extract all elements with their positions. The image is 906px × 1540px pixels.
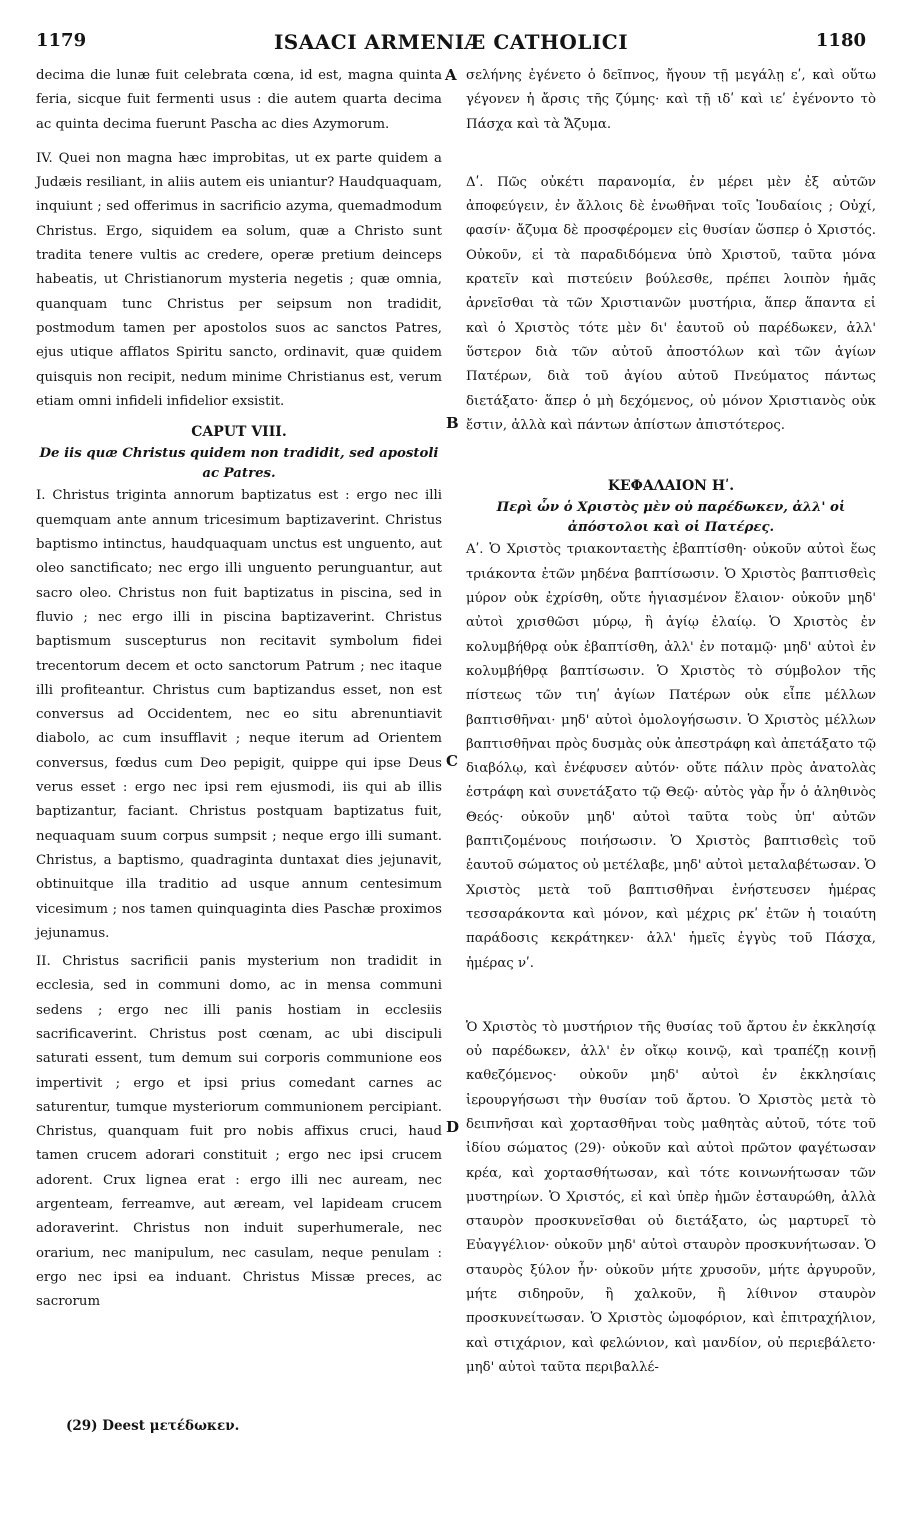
latin-paragraph: decima die lunæ fuit celebrata cœna, id est, magna quinta feria, sicque fuit fermenti usus : die autem quarta decima ac quinta decima fuerunt Pascha ac dies Azymorum. [36, 68, 442, 132]
latin-paragraph: I. Christus triginta annorum baptizatus est : ergo nec illi quemquam ante annum tricesimum baptizaverint. Christus baptismo intinctus, haudquaquam unctus est unguento, aut oleo sanctificato; nec ergo illi unguento perunguantur, aut sacro oleo. Christus non fuit baptizatus in piscina, sed in fluvio ; nec ergo illi in piscina baptizaverint. Christus baptismum suscepturus non recitavit symbolum fidei trecentorum decem et octo sanctorum Patrum ; nec itaque illi profiteantur. Christus cum baptizandus esset, non est conversus ad Occidentem, nec eo situ abrenuntiavit diabolo, ac cum insufflavit ; neque iterum ad Orientem conversus, fœdus cum Deo pepigit, quippe qui ipse Deus verus esset : ergo nec ipsi rem ejusmodi, iis qui ab illis baptizantur, faciant. Christus postquam baptizatus fuit, nequaquam suum corpus sumpsit ; neque ergo illi sumant. Christus, a baptismo, quadraginta duntaxat dies jejunavit, obtinuitque illa traditio ad usque annum centesimum vicesimum ; nos tamen quinquaginta dies Paschæ proximos jejunamus. [36, 488, 442, 941]
greek-column [466, 64, 876, 1380]
running-title: ISAACI ARMENIÆ CATHOLICI [273, 30, 629, 54]
footnote: (29) Deest μετέδωκεν. [66, 1418, 240, 1434]
page-number-right: 1180 [815, 30, 866, 51]
margin-letter-b: B [446, 414, 459, 432]
greek-paragraph: σελήνης ἐγένετο ὁ δεῖπνος, ἤγουν τῇ μεγάλῃ εʹ, καὶ οὕτω γέγονεν ἡ ἄρσις τῆς ζύμης· καὶ τῇ ιδʹ καὶ ιεʹ ἐγένοντο τὸ Πάσχα καὶ τὰ Ἄζυμα. [466, 68, 876, 132]
greek-chapter-subtitle: Περὶ ὧν ὁ Χριστὸς μὲν οὐ παρέδωκεν, ἀλλ' οἱ ἀπόστολοι καὶ οἱ Πατέρες. [496, 500, 846, 536]
latin-paragraph: II. Christus sacrificii panis mysterium non tradidit in ecclesia, sed in communi domo, ac in mensa communi sedens ; ergo nec illi panis hostiam in ecclesiis sacrificaverint. Christus post cœnam, ac ubi discipuli saturati essent, tum demum sui corporis communione eos impertivit ; ergo et ipsi prius comedant carnes ac saturentur, tumque mysteriorum communionem percipiant. Christus, quanquam fuit pro nobis affixus cruci, haud tamen crucem adorari constituit ; ergo nec ipsi crucem adorent. Crux lignea erat : ergo illi nec auream, nec argenteam, ferreamve, aut æream, vel lapideam crucem adoraverint. Christus non induit superhumerale, nec orarium, nec manipulum, nec casulam, neque penulam : ergo nec ipsi ea induant. Christus Missæ preces, ac sacrorum [36, 954, 442, 1310]
margin-letter-a: A [445, 66, 457, 84]
page-header [36, 30, 866, 56]
greek-paragraph: Δʹ. Πῶς οὐκέτι παρανομία, ἐν μέρει μὲν ἐξ αὐτῶν ἀποφεύγειν, ἐν ἄλλοις δὲ ἑνωθῆναι τοῖς Ἰουδαίοις ; Οὐχί, φασίν· ἄζυμα δὲ προσφέρομεν εἰς θυσίαν ὥσπερ ὁ Χριστός. Οὐκοῦν, εἰ τὰ παραδιδόμενα ὑπὸ Χριστοῦ, ταῦτα μόνα κρατεῖν καὶ πιστεύειν βούλεσθε, πρέπει λοιπὸν ἡμᾶς ἀρνεῖσθαι τὰ τῶν Χριστιανῶν μυστήρια, ἅπερ ἅπαντα εἰ καὶ ὁ Χριστὸς τότε μὲν δι' ἑαυτοῦ οὐ παρέδωκεν, ἀλλ' ὕστερον διὰ τῶν αὐτοῦ ἀποστόλων καὶ τῶν ἁγίων Πατέρων, διὰ τοῦ ἁγίου αὐτοῦ Πνεύματος πάντως διετάξατο· ἅπερ ὁ μὴ δεχόμενος, οὐ μόνον Χριστιανὸς οὐκ ἔστιν, ἀλλὰ καὶ πάντων ἀπίστων ἀπιστότερος. [466, 174, 876, 433]
latin-paragraph: IV. Quei non magna hæc improbitas, ut ex parte quidem a Judæis resiliant, in aliis autem eis uniantur? Haudquaquam, inquiunt ; sed offerimus in sacrificio azyma, quemadmodum Christus. Ergo, siquidem ea solum, quæ a Christo sunt tradita tenere vultis ac credere, operæ pretium deinceps habeatis, ut Christianorum mysteria negetis ; quæ omnia, quanquam tunc Christus per seipsum non tradidit, postmodum tamen per apostolos suos ac sanctos Patres, ejus utique afflatos Spiritu sancto, ordinavit, quæ quidem quisquis non recipit, nedum minime Christianus est, verum etiam omni infideli infidelior exsistit. [36, 150, 442, 409]
latin-column [36, 64, 442, 1315]
margin-letter-d: D [446, 1118, 460, 1136]
greek-paragraph: Ὁ Χριστὸς τὸ μυστήριον τῆς θυσίας τοῦ ἄρτου ἐν ἐκκλησίᾳ οὐ παρέδωκεν, ἀλλ' ἐν οἴκῳ κοινῷ, καὶ τραπέζῃ κοινῇ καθεζόμενος· οὐκοῦν μηδ' αὐτοὶ ἐν ἐκκλησίαις ἱερουργήσωσι τὴν θυσίαν τοῦ ἄρτου. Ὁ Χριστὸς μετὰ τὸ δειπνῆσαι καὶ χορτασθῆναι τοὺς μαθητὰς αὐτοῦ, τότε τοῦ ἰδίου σώματος (29)· οὐκοῦν καὶ αὐτοὶ πρῶτον φαγέτωσαν κρέα, καὶ χορτασθήτωσαν, καὶ τότε κοινωνήτωσαν τῶν μυστηρίων. Ὁ Χριστός, εἰ καὶ ὑπὲρ ἡμῶν ἐσταυρώθη, ἀλλὰ σταυρὸν προσκυνεῖσθαι οὐ διετάξατο, ὡς μαρτυρεῖ τὸ Εὐαγγέλιον· οὐκοῦν μηδ' αὐτοὶ σταυρὸν προσκυνήτωσαν. Ὁ σταυρὸς ξύλον ἦν· οὐκοῦν μήτε χρυσοῦν, μήτε ἀργυροῦν, μήτε σιδηροῦν, ἢ χαλκοῦν, ἢ λίθινον σταυρὸν προσκυνείτωσαν. Ὁ Χριστὸς ὠμοφόριον, καὶ ἐπιτραχήλιον, καὶ στιχάριον, καὶ φελώνιον, καὶ μανδίον, οὐ περιεβάλετο· μηδ' αὐτοὶ ταῦτα περιβαλλέ- [466, 1019, 876, 1375]
margin-letter-c: C [446, 752, 458, 770]
latin-chapter-subtitle: De iis quæ Christus quidem non tradidit, sed apostoli ac Patres. [39, 446, 439, 482]
latin-chapter-title: CAPUT VIII. [191, 424, 287, 441]
page-number-left: 1179 [36, 30, 87, 51]
greek-paragraph: Αʹ. Ὁ Χριστὸς τριακονταετὴς ἐβαπτίσθη· οὐκοῦν αὐτοὶ ἕως τριάκοντα ἐτῶν μηδένα βαπτίσωσιν. Ὁ Χριστὸς βαπτισθεὶς μύρον οὐκ ἐχρίσθη, οὔτε ἡγιασμένον ἔλαιον· οὐκοῦν μηδ' αὐτοὶ χρισθῶσι μύρῳ, ἢ ἁγίῳ ἐλαίῳ. Ὁ Χριστὸς ἐν κολυμβήθρᾳ οὐκ ἐβαπτίσθη, ἀλλ' ἐν ποταμῷ· μηδ' αὐτοὶ ἐν κολυμβήθρᾳ βαπτίσωσιν. Ὁ Χριστὸς τὸ σύμβολον τῆς πίστεως τῶν τιηʹ ἁγίων Πατέρων οὐκ εἶπε μέλλων βαπτισθῆναι· μηδ' αὐτοὶ ὁμολογήσωσιν. Ὁ Χριστὸς μέλλων βαπτισθῆναι πρὸς δυσμὰς οὐκ ἀπεστράφη καὶ ἀπετάξατο τῷ διαβόλῳ, καὶ ἐνέφυσεν αὐτόν· οὔτε πάλιν πρὸς ἀνατολὰς ἐστράφη καὶ συνετάξατο τῷ Θεῷ· αὐτὸς γὰρ ἦν ὁ ἀληθινὸς Θεός· οὐκοῦν μηδ' αὐτοὶ ταῦτα τοὺς ὑπ' αὐτῶν βαπτιζομένους ποιήσωσιν. Ὁ Χριστὸς βαπτισθεὶς τοῦ ἑαυτοῦ σώματος οὐ μετέλαβε, μηδ' αὐτοὶ μεταλαβέτωσαν. Ὁ Χριστὸς μετὰ τοῦ βαπτισθῆναι ἐνήστευσεν ἡμέρας τεσσαράκοντα καὶ μόνον, καὶ μέχρις ρκʹ ἐτῶν ἡ τοιαύτη παράδοσις κεκράτηκεν· ἀλλ' ἡμεῖς ἐγγὺς τοῦ Πάσχα, ἡμέρας νʹ. [466, 542, 876, 971]
greek-chapter-title: ΚΕΦΑΛΑΙΟΝ Ηʹ. [607, 478, 735, 495]
